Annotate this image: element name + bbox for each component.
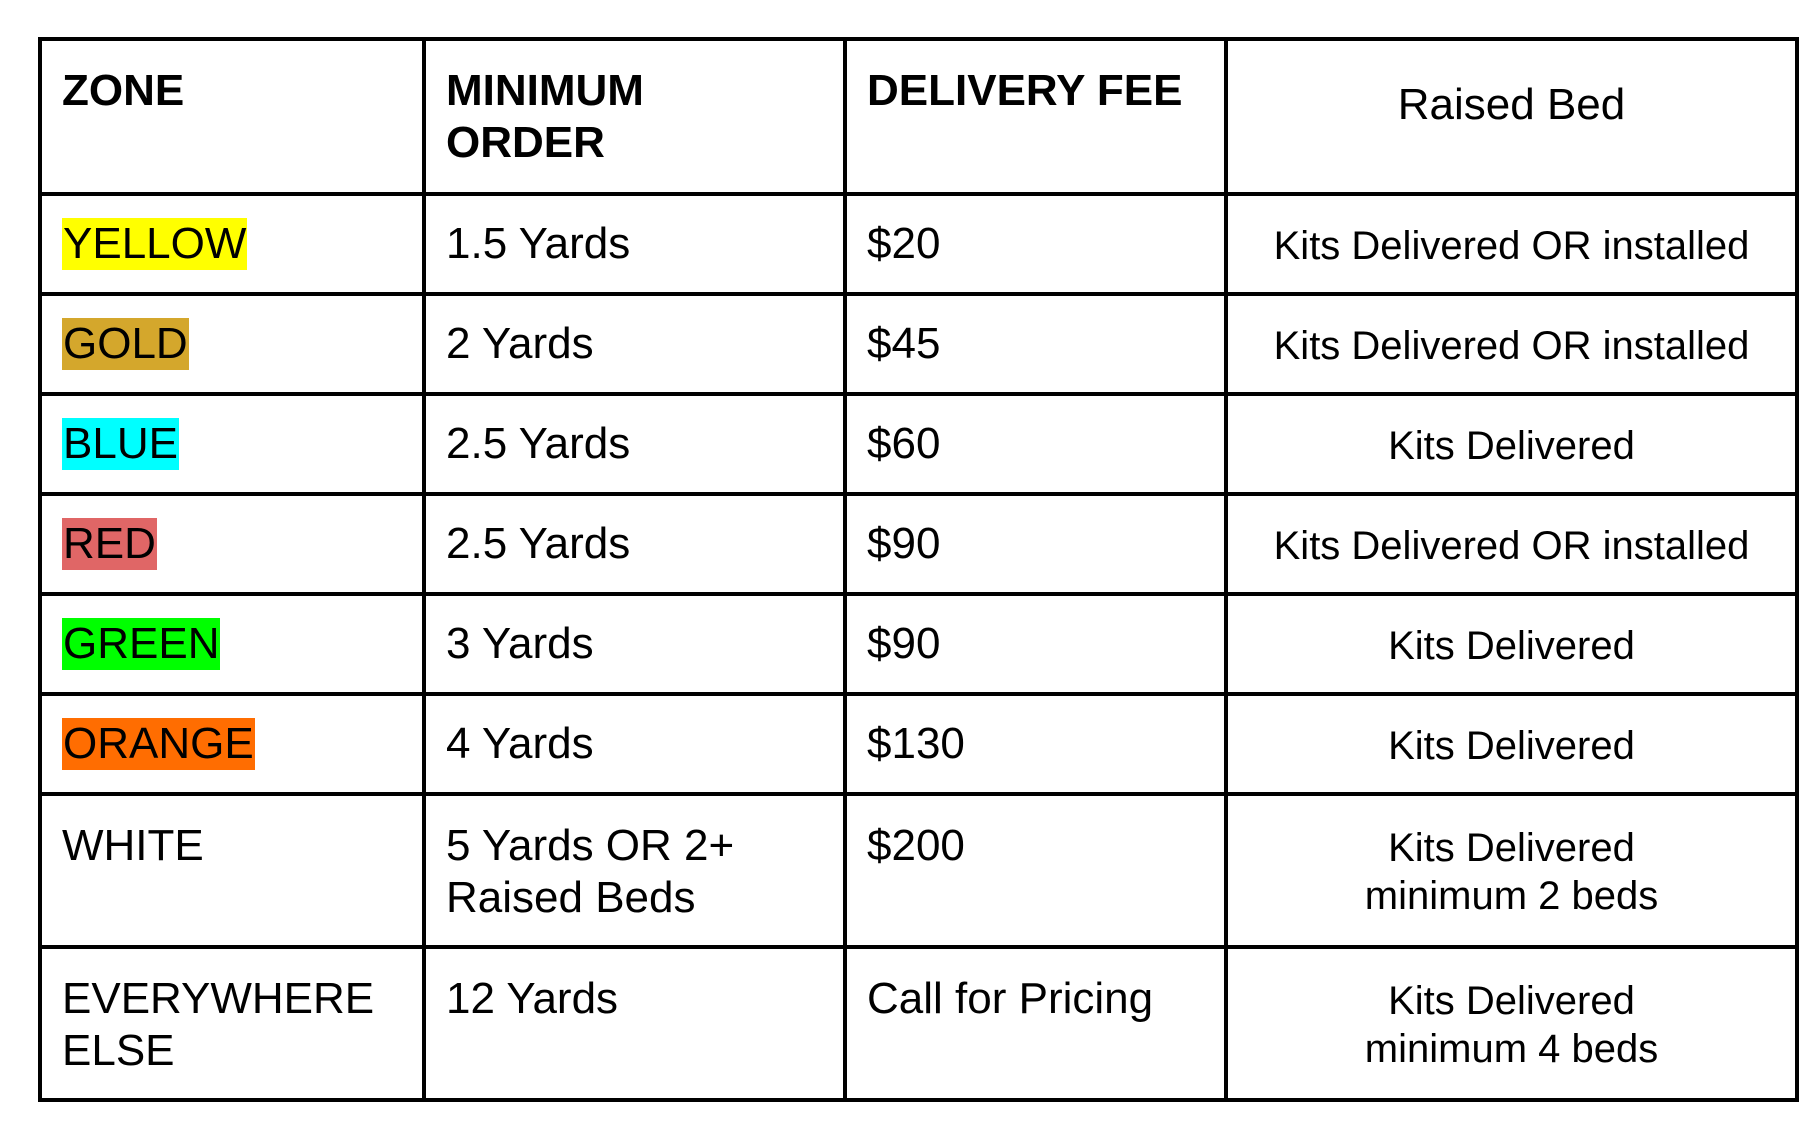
table-row bbox=[40, 294, 1797, 394]
delivery-fee-value: Call for Pricing bbox=[867, 974, 1154, 1023]
fee-cell bbox=[845, 694, 1226, 794]
raised-bed-value: Kits Delivered OR installed bbox=[1273, 224, 1750, 268]
fee-cell bbox=[845, 294, 1226, 394]
raised-bed-value: Kits Delivered bbox=[1388, 724, 1635, 768]
zone-cell bbox=[40, 294, 424, 394]
minimum-cell bbox=[424, 494, 845, 594]
delivery-fee-value: $60 bbox=[867, 419, 941, 468]
delivery-fee-value: $45 bbox=[867, 319, 941, 368]
raised-bed-line1: Kits Delivered bbox=[1388, 826, 1635, 870]
zone-cell bbox=[40, 494, 424, 594]
table-row bbox=[40, 694, 1797, 794]
zone-label-line2: ELSE bbox=[62, 1026, 175, 1075]
minimum-cell bbox=[424, 947, 845, 1100]
header-minimum-order-line2: ORDER bbox=[446, 118, 605, 167]
raised-bed-cell bbox=[1226, 794, 1797, 947]
header-cell-delivery-fee bbox=[845, 39, 1226, 194]
raised-bed-cell bbox=[1226, 594, 1797, 694]
raised-bed-value: Kits Delivered bbox=[1388, 424, 1635, 468]
minimum-order-value: 2 Yards bbox=[446, 319, 594, 368]
table-row bbox=[40, 594, 1797, 694]
zone-cell bbox=[40, 947, 424, 1100]
zone-cell bbox=[40, 794, 424, 947]
minimum-order-value: 1.5 Yards bbox=[446, 219, 631, 268]
raised-bed-cell bbox=[1226, 694, 1797, 794]
minimum-cell bbox=[424, 294, 845, 394]
minimum-cell bbox=[424, 594, 845, 694]
raised-bed-value: Kits Delivered OR installed bbox=[1273, 324, 1750, 368]
minimum-order-value: 2.5 Yards bbox=[446, 419, 631, 468]
table-row bbox=[40, 794, 1797, 947]
delivery-fee-value: $200 bbox=[867, 821, 965, 870]
zone-label: BLUE bbox=[63, 419, 178, 468]
minimum-order-value: 3 Yards bbox=[446, 619, 594, 668]
minimum-cell bbox=[424, 694, 845, 794]
raised-bed-cell bbox=[1226, 194, 1797, 294]
zone-label bbox=[42, 949, 422, 1077]
table-row bbox=[40, 194, 1797, 294]
fee-cell bbox=[845, 494, 1226, 594]
delivery-fee-value: $20 bbox=[867, 219, 941, 268]
header-cell-raised-bed bbox=[1226, 39, 1797, 194]
minimum-cell bbox=[424, 194, 845, 294]
raised-bed-value: Kits Delivered OR installed bbox=[1273, 524, 1750, 568]
zone-label: WHITE bbox=[62, 821, 204, 870]
zone-label: YELLOW bbox=[63, 219, 247, 268]
zone-label: GREEN bbox=[63, 619, 220, 668]
minimum-order-line1: 5 Yards OR 2+ bbox=[446, 821, 735, 870]
zone-label: ORANGE bbox=[63, 719, 254, 768]
zone-cell bbox=[40, 194, 424, 294]
minimum-order-value: 2.5 Yards bbox=[446, 519, 631, 568]
raised-bed-cell bbox=[1226, 494, 1797, 594]
header-cell-minimum-order bbox=[424, 39, 845, 194]
minimum-order-line2: Raised Beds bbox=[446, 873, 696, 922]
fee-cell bbox=[845, 194, 1226, 294]
raised-bed-line2: minimum 4 beds bbox=[1364, 1027, 1659, 1071]
raised-bed-value bbox=[1228, 949, 1795, 1073]
delivery-fee-value: $90 bbox=[867, 519, 941, 568]
header-cell-zone bbox=[40, 39, 424, 194]
minimum-order-value: 12 Yards bbox=[446, 974, 619, 1023]
zone-label: GOLD bbox=[63, 319, 188, 368]
fee-cell bbox=[845, 794, 1226, 947]
raised-bed-line2: minimum 2 beds bbox=[1364, 874, 1659, 918]
delivery-zones-table bbox=[38, 37, 1799, 1102]
zone-cell bbox=[40, 394, 424, 494]
header-delivery-fee: DELIVERY FEE bbox=[867, 66, 1183, 115]
table-row bbox=[40, 494, 1797, 594]
fee-cell bbox=[845, 394, 1226, 494]
header-minimum-order bbox=[426, 41, 843, 169]
zone-cell bbox=[40, 694, 424, 794]
zone-label: RED bbox=[63, 519, 156, 568]
zone-label-line1: EVERYWHERE bbox=[62, 974, 375, 1023]
zone-cell bbox=[40, 594, 424, 694]
header-row bbox=[40, 39, 1797, 194]
minimum-cell bbox=[424, 794, 845, 947]
delivery-fee-value: $130 bbox=[867, 719, 965, 768]
raised-bed-value: Kits Delivered bbox=[1388, 624, 1635, 668]
minimum-order-value bbox=[426, 796, 843, 924]
header-raised-bed: Raised Bed bbox=[1397, 80, 1626, 129]
header-zone: ZONE bbox=[62, 66, 185, 115]
table-row bbox=[40, 947, 1797, 1100]
header-minimum-order-line1: MINIMUM bbox=[446, 66, 644, 115]
raised-bed-value bbox=[1228, 796, 1795, 920]
fee-cell bbox=[845, 947, 1226, 1100]
delivery-fee-value: $90 bbox=[867, 619, 941, 668]
table-row bbox=[40, 394, 1797, 494]
raised-bed-line1: Kits Delivered bbox=[1388, 979, 1635, 1023]
fee-cell bbox=[845, 594, 1226, 694]
raised-bed-cell bbox=[1226, 947, 1797, 1100]
raised-bed-cell bbox=[1226, 394, 1797, 494]
raised-bed-cell bbox=[1226, 294, 1797, 394]
minimum-cell bbox=[424, 394, 845, 494]
minimum-order-value: 4 Yards bbox=[446, 719, 594, 768]
